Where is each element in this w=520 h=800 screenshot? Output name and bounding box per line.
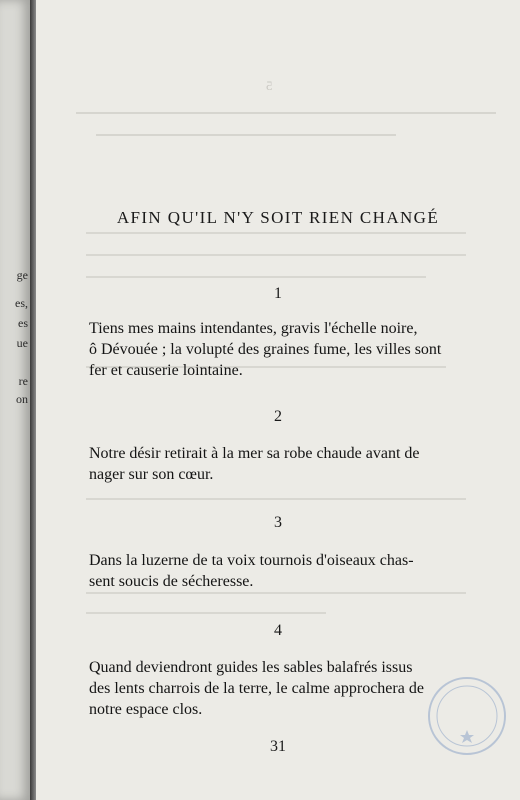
stanza-text	[89, 550, 465, 592]
stanza-line: Quand deviendront guides les sables balafrés issus	[89, 659, 413, 676]
show-through-text: 5	[266, 78, 273, 93]
show-through-text	[86, 232, 466, 234]
show-through-text	[86, 498, 466, 500]
stanza-line: des lents charrois de la terre, le calme approchera de	[89, 680, 424, 697]
poem-title: AFIN QU'IL N'Y SOIT RIEN CHANGÉ	[116, 208, 440, 227]
stanza-line: nager sur son cœur.	[89, 466, 214, 483]
left-fragment: es,	[15, 296, 28, 310]
left-fragment: on	[16, 392, 28, 406]
stanza-line: Notre désir retirait à la mer sa robe chaude avant de	[89, 445, 420, 462]
stanza-line: notre espace clos.	[89, 701, 203, 718]
stanza-text	[89, 443, 465, 485]
left-fragment: es	[18, 316, 28, 330]
left-fragment: ue	[16, 336, 28, 350]
stanza-text	[89, 657, 465, 720]
stanza-number: 2	[274, 408, 282, 425]
import-seal-watermark	[426, 675, 508, 757]
show-through-text	[86, 276, 426, 278]
stanza-line: Dans la luzerne de ta voix tournois d'oiseaux chas-	[89, 552, 414, 569]
stanza-number: 4	[274, 622, 282, 639]
left-fragment: ge	[16, 268, 28, 282]
show-through-text	[86, 612, 326, 614]
stanza-line: fer et causerie lointaine.	[89, 362, 243, 379]
show-through-text	[86, 254, 466, 256]
left-page-edge	[0, 0, 30, 800]
left-fragment: re	[18, 374, 28, 388]
show-through-text	[86, 592, 466, 594]
stanza-text	[89, 318, 465, 381]
page-number: 31	[270, 738, 286, 755]
stanza-number: 1	[274, 285, 282, 302]
stanza-line: Tiens mes mains intendantes, gravis l'échelle noire,	[89, 320, 418, 337]
book-page	[36, 0, 520, 800]
show-through-text	[76, 112, 496, 114]
stanza-line: sent soucis de sécheresse.	[89, 573, 254, 590]
stanza-number: 3	[274, 514, 282, 531]
show-through-text	[96, 134, 396, 136]
stanza-line: ô Dévouée ; la volupté des graines fume, les villes sont	[89, 341, 442, 358]
